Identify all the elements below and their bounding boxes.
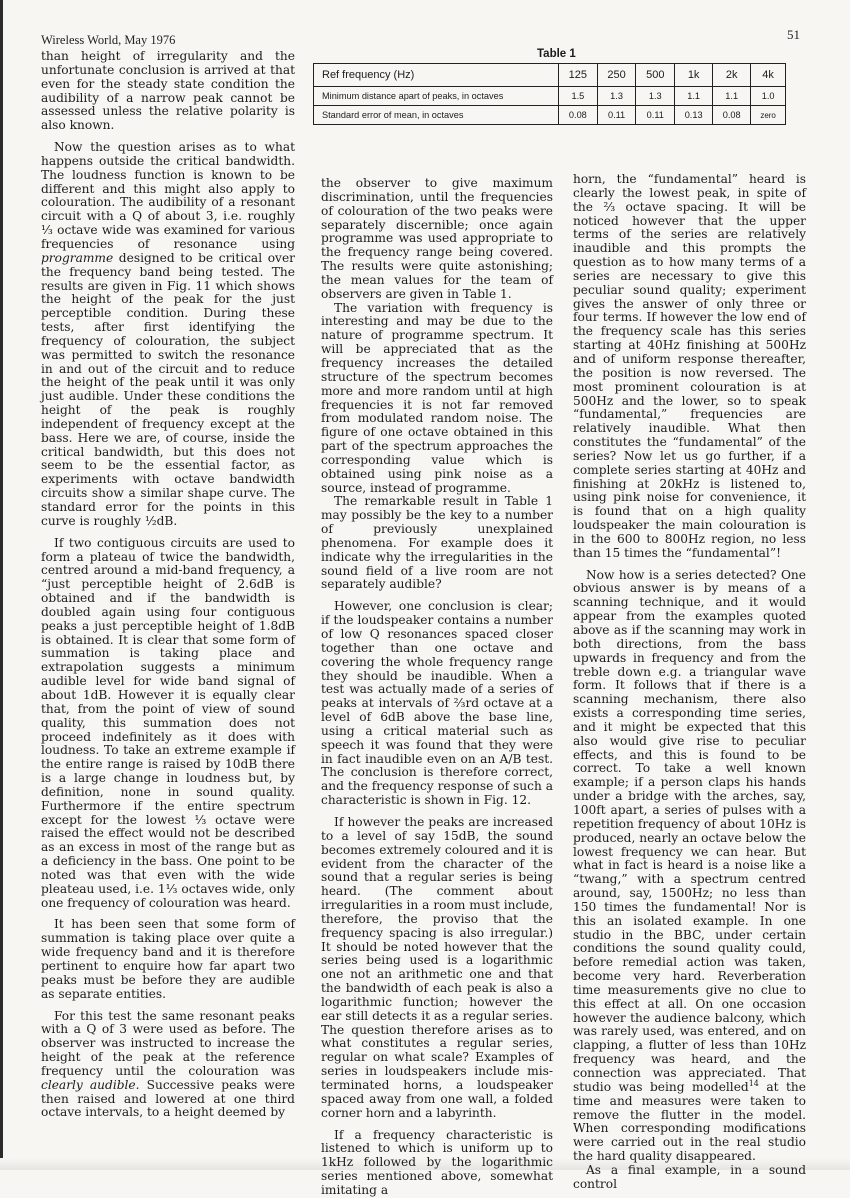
table-cell: 1.0 xyxy=(751,87,786,106)
table-cell: 125 xyxy=(559,64,598,87)
table-cell: 250 xyxy=(597,64,636,87)
paragraph: The variation with frequency is interesting and may be due to the nature of programme spectrum. It will be appreciated that as the frequency increases the detailed structure of the spectrum becomes more and more random until at high frequencies it is not far removed from modulated random noise. The figure of one octave obtained in this part of the spectrum approaches the corresponding value which is obtained using pink noise as a source, instead of programme. xyxy=(321,300,553,495)
table-cell: 0.11 xyxy=(597,106,636,125)
table-cell: 1.5 xyxy=(559,87,598,106)
table-cell: 2k xyxy=(713,64,751,87)
paragraph: The remarkable result in Table 1 may possibly be the key to a number of previously unexplained phenomena. For example does it indicate why the irregularities in the sound field of a live room are not separately audible? xyxy=(321,494,553,592)
footnote-ref: 14 xyxy=(748,1078,759,1088)
paragraph: If two contiguous circuits are used to form a plateau of twice the bandwidth, centred around a mid-band frequency, a “just perceptible height of 2.6dB is obtained and if the bandwidth is doubled again using four contiguous peaks a just perceptible height of 1.8dB is obtained. It is clear that some form of summation is taking place and extrapolation suggests a minimum audible level for wide band signal of about 1dB. However it is equally clear that, from the point of view of sound quality, this summation does not proceed indefinitely as it does with loudness. To take an extreme example if the entire range is raised by 10dB there is a large change in loudness but, by definition, none in sound quality. Furthermore if the entire spectrum except for the lowest ⅓ octave were raised the effect would not be described as an excess in most of the range but as a deficiency in the bass. One point to be noted was that even with the wide pleateau used, i.e. 1⅓ octaves wide, only one frequency of colouration was heard. xyxy=(41,535,295,910)
table-cell: 1.1 xyxy=(713,87,751,106)
table-cell: 0.11 xyxy=(636,106,675,125)
column-right xyxy=(573,173,806,1192)
row-label: Minimum distance apart of peaks, in octaves xyxy=(314,87,559,106)
paragraph: If a frequency characteristic is listened to which is uniform up to 1kHz followed by the logarithmic series mentioned above, somewhat imitating a xyxy=(321,1127,553,1197)
paragraph: Now the question arises as to what happens outside the critical bandwidth. The loudness function is known to be different and this might also apply to colouration. The audibility of a resonant circuit with a Q of about 3, i.e. roughly ⅓ octave wide was examined for various frequencies of resonance using programme designed to be critical over the frequency band being tested. The results are given in Fig. 11 which shows the height of the peak for the just perceptible condition. During these tests, after first identifying the frequency of colouration, the subject was permitted to switch the resonance in and out of the circuit and to reduce the height of the peak until it was only just audible. Under these conditions the height of the peak is roughly independent of frequency except at the bass. Here we are, of course, inside the critical bandwidth, but this does not seem to be the essential factor, as experiments with octave bandwidth circuits show a similar shape curve. The standard error for the points in this curve is roughly ½dB. xyxy=(41,140,295,528)
table-cell: zero xyxy=(751,106,786,125)
table-row xyxy=(314,106,786,125)
scan-edge xyxy=(0,0,3,1170)
paragraph: It has been seen that some form of summation is taking place over quite a wide frequency band and it is therefore pertinent to enquire how far apart two peaks must be before they are audible as separate entities. xyxy=(41,917,295,1001)
table-cell: 1k xyxy=(675,64,713,87)
column-middle xyxy=(321,177,553,1198)
data-table xyxy=(313,63,786,125)
table-row xyxy=(314,64,786,87)
column-left xyxy=(41,50,295,1120)
emphasis: clearly audible. xyxy=(41,1077,140,1092)
table-cell: 0.08 xyxy=(713,106,751,125)
paragraph: Now how is a series detected? One obvious answer is by means of a scanning technique, and it would appear from the examples quoted above as if the scanning may work in both directions, from the bass upwards in frequency and from the treble down e.g. a triangular wave form. It follows that if there is a scanning mechanism, there also exists a corresponding time series, and it might be expected that this also would give rise to peculiar effects, and this is found to be correct. To take a well known example; if a person claps his hands under a bridge with the arches, say, 100ft apart, a series of pulses with a repetition frequency of about 10Hz is produced, nearly an octave below the lowest frequency we can hear. But what in fact is heard is a noise like a “twang,” with a spectrum centred around, say, 1500Hz; no less than 150 times the fundamental! Nor is this an isolated example. In one studio in the BBC, under certain conditions the sound quality could, before remedial action was taken, become very hard. Reverberation time measurements give no clue to this effect at all. On one occasion however the audience balcony, which was rarely used, was entered, and on clapping, a flutter of less than 10Hz frequency was heard, and the connection was appreciated. That studio was being modelled$^{14}$ at the time and measures were taken to remove the flutter in the model. When corresponding modifications were carried out in the real studio the hard quality disappeared. xyxy=(573,567,806,1164)
paragraph: As a final example, in a sound control xyxy=(573,1162,806,1191)
table-cell: 0.08 xyxy=(559,106,598,125)
table-caption: Table 1 xyxy=(537,48,576,60)
paragraph: For this test the same resonant peaks with a Q of 3 were used as before. The observer was instructed to increase the height of the peak at the reference frequency until the colouration was clearly audible. Successive peaks were then raised and lowered at one third octave intervals, to a height deemed by xyxy=(41,1008,295,1120)
table-cell: 1.1 xyxy=(675,87,713,106)
emphasis: programme xyxy=(41,250,114,265)
paragraph: than height of irregularity and the unfortunate conclusion is arrived at that even for the steady state condition the audibility of a narrow peak cannot be assessed unless the relative polarity is also known. xyxy=(41,49,295,133)
paragraph: horn, the “fundamental” heard is clearly the lowest peak, in spite of the ⅔ octave spacing. It will be noticed however that the upper terms of the series are relatively inaudible and this prompts the question as to how many terms of a series are necessary to give this peculiar sound quality; experiment gives the answer of only three or four terms. If however the low end of the frequency scale has this series starting at 40Hz finishing at 500Hz and of uniform response thereafter, the position is now reversed. The most prominent colouration is at 500Hz and the lower, so to speak “fundamental,” frequencies are relatively inaudible. What then constitutes the “fundamental” of the series? Now let us go further, if a complete series starting at 40Hz and finishing at 20kHz is listened to, using pink noise for convenience, it is found that on a high quality loudspeaker the main colouration is in the 600 to 800Hz region, no less than 15 times the “fundamental”! xyxy=(573,172,806,560)
row-label: Ref frequency (Hz) xyxy=(314,64,559,87)
row-label: Standard error of mean, in octaves xyxy=(314,106,559,125)
table-cell: 1.3 xyxy=(597,87,636,106)
table-row xyxy=(314,87,786,106)
page-number: 51 xyxy=(787,27,800,42)
table-cell: 1.3 xyxy=(636,87,675,106)
table-cell: 0.13 xyxy=(675,106,713,125)
table-cell: 4k xyxy=(751,64,786,87)
paragraph: If however the peaks are increased to a level of say 15dB, the sound becomes extremely coloured and it is evident from the character of the sound that a regular series is being heard. (The comment about irregularities in a room must include, therefore, the proviso that the frequency spacing is also irregular.) It should be noted however that the series being used is a logarithmic one not an arithmetic one and that the bandwidth of each peak is also a logarithmic function; however the ear still detects it as a regular series. The question therefore arises as to what constitutes a regular series, regular on what scale? Examples of series in loudspeakers include mis-terminated horns, a loudspeaker spaced away from one wall, a folded corner horn and a labyrinth. xyxy=(321,814,553,1120)
paragraph: However, one conclusion is clear; if the loudspeaker contains a number of low Q resonances spaced closer together than one octave and covering the whole frequency range they should be inaudible. When a test was actually made of a series of peaks at intervals of ⅔rd octave at a level of 6dB above the base line, using a critical material such as speech it was found that they were in fact inaudible even on an A/B test. The conclusion is therefore correct, and the frequency response of such a characteristic is shown in Fig. 12. xyxy=(321,599,553,808)
paragraph: the observer to give maximum discrimination, until the frequencies of colouration of the two peaks were separately discernible; once again programme was used appropriate to the frequency range being covered. The results were quite astonishing; the mean values for the team of observers are given in Table 1. xyxy=(321,176,553,301)
table-cell: 500 xyxy=(636,64,675,87)
running-head: Wireless World, May 1976 xyxy=(41,33,176,47)
